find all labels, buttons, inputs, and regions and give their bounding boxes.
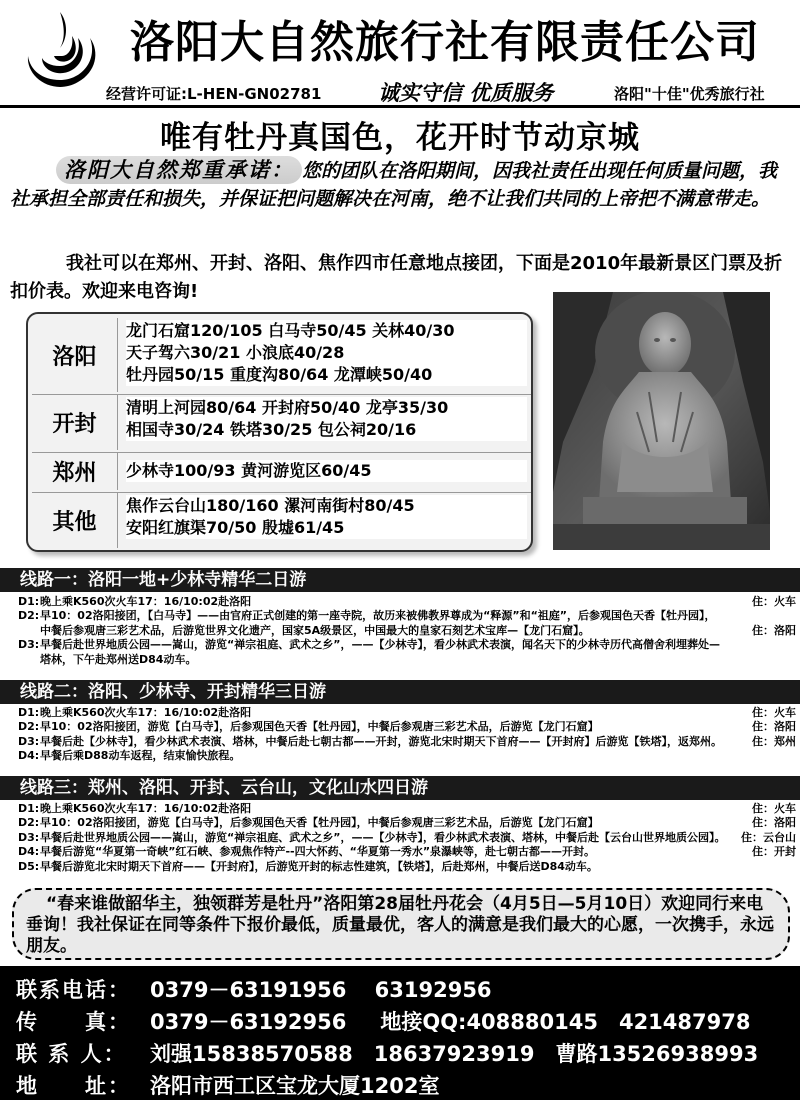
award-text: 洛阳"十佳"优秀旅行社 — [614, 85, 765, 103]
contact-address-row — [16, 1070, 796, 1100]
company-name: 洛阳大自然旅行社有限责任公司 — [130, 17, 760, 68]
contact-phone-row — [16, 974, 796, 1004]
route-1-title: 线路一：洛阳一地+少林寺精华二日游 — [0, 568, 800, 592]
day-label: D3: — [18, 734, 40, 748]
itinerary-day — [18, 706, 796, 720]
itinerary-day — [18, 802, 796, 816]
itinerary-day — [18, 749, 796, 763]
header — [0, 0, 800, 108]
day-stay: 住：开封 — [752, 845, 796, 859]
fax-label: 传 真： — [16, 1010, 131, 1034]
price-line: 牡丹园50/15 重度沟80/64 龙潭峡50/40 — [126, 365, 433, 384]
day-label: D4: — [18, 749, 40, 763]
price-line: 天子驾六30/21 小浪底40/28 — [126, 343, 345, 362]
day-label: D2: — [18, 816, 40, 830]
price-table — [26, 312, 533, 552]
day-label: D2: — [18, 609, 40, 623]
person-label: 联 系 人： — [16, 1042, 127, 1066]
day-stay: 住：洛阳 — [752, 816, 796, 830]
region-name: 郑州 — [32, 453, 118, 490]
contact-fax-row — [16, 1006, 796, 1036]
region-name: 洛阳 — [32, 318, 118, 392]
license-line — [106, 76, 796, 104]
headline: 唯有牡丹真国色，花开时节动京城 — [160, 120, 640, 156]
day-stay: 住：郑州 — [752, 734, 796, 748]
day-text: 早10：02洛阳接团，【白马寺】——由官府正式创建的第一座寺院，故历来被佛教界尊成为“释源”和“祖庭”，后参观国色天香【牡丹园】，中餐后参观唐三彩艺术品，后游览世界文化遗产，国家5A级景区，中国最大的皇家石刻艺术宝库—【龙门石窟】。 — [40, 609, 716, 637]
address-value: 洛阳市西工区宝龙大厦1202室 — [150, 1074, 440, 1098]
phone-label: 联系电话： — [16, 978, 131, 1002]
fax-value: 0379－63192956 — [150, 1010, 347, 1034]
qq-text: 地接QQ:408880145 421487978 — [380, 1010, 751, 1034]
company-logo-icon — [16, 8, 108, 98]
region-name: 其他 — [32, 493, 118, 548]
price-line: 相国寺30/24 铁塔30/25 包公祠20/16 — [126, 420, 417, 439]
day-stay: 住：火车 — [752, 595, 796, 608]
promise-lead: 洛阳大自然郑重承诺： — [56, 156, 302, 184]
contact-panel — [0, 966, 800, 1100]
route-1-itinerary — [18, 595, 796, 667]
region-zhengzhou — [32, 452, 531, 490]
route-2-itinerary — [18, 706, 796, 764]
region-items — [126, 460, 527, 482]
route-3-itinerary — [18, 802, 796, 874]
festival-text: “春来谁做韶华主，独领群芳是牡丹”洛阳第28届牡丹花会（4月5日—5月10日）欢迎同行来电垂询！我社保证在同等条件下报价最低，质量最优，客人的满意是我们最大的心愿，一次携手，永远朋友。 — [26, 894, 774, 956]
day-text: 早10：02洛阳接团，游览【白马寺】，后参观国色天香【牡丹园】，中餐后参观唐三彩艺术品，后游览【龙门石窟】 — [40, 816, 599, 830]
itinerary-day — [18, 816, 796, 830]
price-line: 焦作云台山180/160 漯河南街村80/45 — [126, 496, 415, 515]
region-kaifeng — [32, 394, 531, 450]
day-stay: 住：洛阳 — [752, 623, 796, 637]
contact-person-row — [16, 1038, 796, 1068]
day-label: D1: — [18, 595, 40, 608]
day-label: D1: — [18, 706, 40, 719]
region-name: 开封 — [32, 395, 118, 450]
day-text: 早餐后游览北宋时期天下首府——【开封府】，后游览开封的标志性建筑，【铁塔】，后赴郑州，中餐后送D84动车。 — [40, 859, 598, 873]
longmen-buddha-image — [553, 292, 770, 550]
region-items — [126, 495, 527, 539]
route-2-title: 线路二：洛阳、少林寺、开封精华三日游 — [0, 680, 800, 704]
license-number: 经营许可证:L-HEN-GN02781 — [106, 85, 322, 103]
slogan: 诚实守信 优质服务 — [378, 81, 554, 105]
day-label: D1: — [18, 802, 40, 815]
address-label: 地 址： — [16, 1074, 131, 1098]
intro-text: 我社可以在郑州、开封、洛阳、焦作四市任意地点接团，下面是2010年最新景区门票及折扣价表。 — [10, 253, 783, 302]
day-text: 早餐后赴【少林寺】，看少林武术表演、塔林，中餐后赴七朝古都——开封，游览北宋时期天下首府——【开封府】后游览【铁塔】，返郑州。 — [40, 734, 722, 748]
festival-notice — [12, 888, 790, 960]
day-label: D3: — [18, 638, 40, 652]
day-label: D4: — [18, 845, 40, 859]
day-label: D5: — [18, 859, 40, 873]
day-stay: 住：火车 — [752, 802, 796, 815]
itinerary-day — [18, 831, 796, 845]
day-stay: 住：火车 — [752, 706, 796, 719]
itinerary-day — [18, 735, 796, 749]
day-text: 早餐后游览“华夏第一奇峡”红石峡、参观焦作特产--四大怀药、“华夏第一秀水”泉瀑峡等，赴七朝古都——开封。 — [40, 845, 596, 859]
day-stay: 住：云台山 — [741, 830, 796, 844]
day-text: 早餐后乘D88动车返程，结束愉快旅程。 — [40, 749, 241, 763]
region-luoyang — [32, 318, 531, 392]
day-text: 晚上乘K560次火车17：16/10:02赴洛阳 — [40, 706, 252, 719]
itinerary-day — [18, 720, 796, 734]
itinerary-day — [18, 845, 796, 859]
day-text: 晚上乘K560次火车17：16/10:02赴洛阳 — [40, 802, 252, 815]
itinerary-day — [18, 609, 796, 638]
itinerary-day — [18, 638, 796, 667]
itinerary-day — [18, 860, 796, 874]
phone-value: 0379－63191956 63192956 — [150, 978, 492, 1002]
day-label: D2: — [18, 720, 40, 734]
day-text: 早餐后赴世界地质公园——嵩山，游览“禅宗祖庭、武术之乡”，——【少林寺】，看少林武术表演、塔林，中餐后赴【云台山世界地质公园】。 — [40, 830, 726, 844]
price-line: 安阳红旗渠70/50 殷墟61/45 — [126, 518, 345, 537]
day-text: 早餐后赴世界地质公园——嵩山，游览“禅宗祖庭、武术之乡”，——【少林寺】，看少林武术表演，闻名天下的少林寺历代高僧舍利埋葬处—塔林，下午赴郑州送D84动车。 — [40, 638, 720, 666]
price-line: 少林寺100/93 黄河游览区60/45 — [126, 461, 372, 480]
intro-emphasis: 欢迎来电咨询 — [82, 281, 190, 302]
route-3-title: 线路三：郑州、洛阳、开封、云台山，文化山水四日游 — [0, 776, 800, 800]
day-text: 晚上乘K560次火车17：16/10:02赴洛阳 — [40, 595, 252, 608]
day-text: 早10：02洛阳接团，游览【白马寺】，后参观国色天香【牡丹园】，中餐后参观唐三彩艺术品，后游览【龙门石窟】 — [40, 720, 599, 734]
region-items — [126, 320, 527, 386]
promise-text: 您的团队在洛阳期间，因我社责任出现任何质量问题，我社承担全部责任和损失，并保证把问题解决在河南，绝不让我们共同的上帝把不满意带走。 — [10, 160, 778, 210]
person-value: 刘强15838570588 18637923919 曹路13526938993 — [150, 1042, 759, 1066]
promise-block — [10, 156, 790, 213]
price-line: 清明上河园80/64 开封府50/40 龙亭35/30 — [126, 398, 449, 417]
price-line: 龙门石窟120/105 白马寺50/45 关林40/30 — [126, 321, 455, 340]
intro-end: ! — [190, 281, 199, 302]
day-stay: 住：洛阳 — [752, 720, 796, 734]
region-other — [32, 492, 531, 548]
region-items — [126, 397, 527, 441]
itinerary-day — [18, 595, 796, 609]
day-label: D3: — [18, 830, 40, 844]
